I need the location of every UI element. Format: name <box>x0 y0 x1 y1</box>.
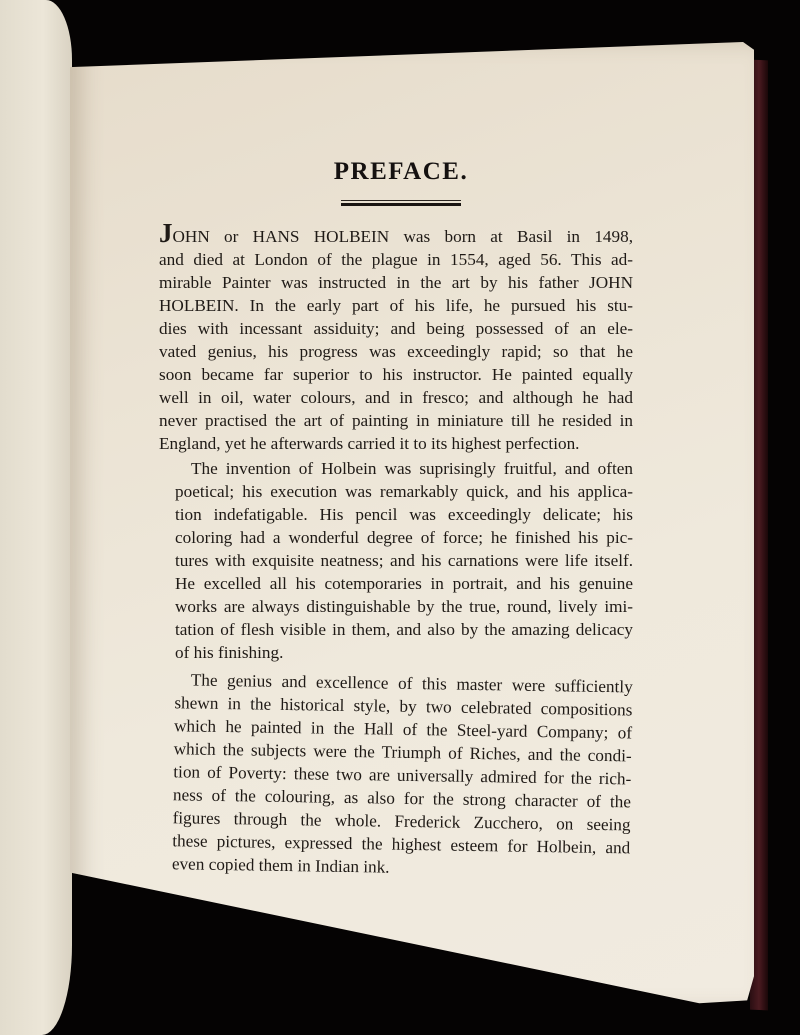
text-line: The invention of Holbein was suprisingly fruitful, and often <box>191 459 633 478</box>
text-line: England, yet he afterwards carried it to its highest perfection. <box>159 434 580 453</box>
text-line: soon became far superior to his instructor. He painted equally <box>159 365 633 384</box>
text-line: these pictures, expressed the highest esteem for Holbein, and <box>172 831 631 858</box>
text-line: He excelled all his cotemporaries in portrait, and his genuine <box>175 574 633 593</box>
rule-thick-line <box>341 203 461 206</box>
text-line: works are always distinguishable by the true, round, lively imi- <box>175 597 633 616</box>
text-line: HOLBEIN. In the early part of his life, he pursued his stu- <box>159 296 633 315</box>
paragraph-3 <box>156 668 633 882</box>
text-line: coloring had a wonderful degree of force; he finished his pic- <box>175 528 633 547</box>
text-line: and died at London of the plague in 1554, aged 56. This ad- <box>159 250 633 269</box>
text-line: well in oil, water colours, and in fresco; and although he had <box>159 388 633 407</box>
text-line: even copied them in Indian ink. <box>171 854 390 877</box>
text-line: of his finishing. <box>175 643 284 662</box>
rule-thin-line <box>341 200 461 201</box>
title-rule-divider <box>331 200 461 206</box>
text-line: poetical; his execution was remarkably quick, and his applica- <box>175 482 633 501</box>
text-line: figures through the whole. Frederick Zucchero, on seeing <box>172 808 631 835</box>
text-line: tion of Poverty: these two are universally admired for the rich- <box>173 762 632 789</box>
text-line: mirable Painter was instructed in the art by his father JOHN <box>159 273 633 292</box>
text-line: tation of flesh visible in them, and also by the amazing delicacy <box>175 620 633 639</box>
drop-cap: J <box>159 218 173 248</box>
text-line: tion indefatigable. His pencil was exceedingly delicate; his <box>175 505 633 524</box>
text-line: JOHN or HANS HOLBEIN was born at Basil in 1498, <box>159 218 633 248</box>
paragraph-2 <box>159 457 633 664</box>
text-line: shewn in the historical style, by two celebrated compositions <box>174 693 633 720</box>
text-line: which the subjects were the Triumph of Riches, and the condi- <box>173 739 632 766</box>
page-content <box>159 158 633 875</box>
text-line: tures with exquisite neatness; and his carnations were life itself. <box>175 551 633 570</box>
text-line: which he painted in the Hall of the Steel-yard Company; of <box>173 716 633 743</box>
text-line: vated genius, his progress was exceedingly rapid; so that he <box>159 342 633 361</box>
facing-page-edge <box>0 0 72 1035</box>
text-line: dies with incessant assiduity; and being possessed of an ele- <box>159 319 633 338</box>
page-title: PREFACE. <box>333 158 469 185</box>
text-line: never practised the art of painting in miniature till he resided in <box>159 411 633 430</box>
text-line: The genius and excellence of this master were sufficiently <box>190 670 633 697</box>
text-line: ness of the colouring, as also for the strong character of the <box>172 785 632 812</box>
paragraph-1 <box>159 218 633 455</box>
